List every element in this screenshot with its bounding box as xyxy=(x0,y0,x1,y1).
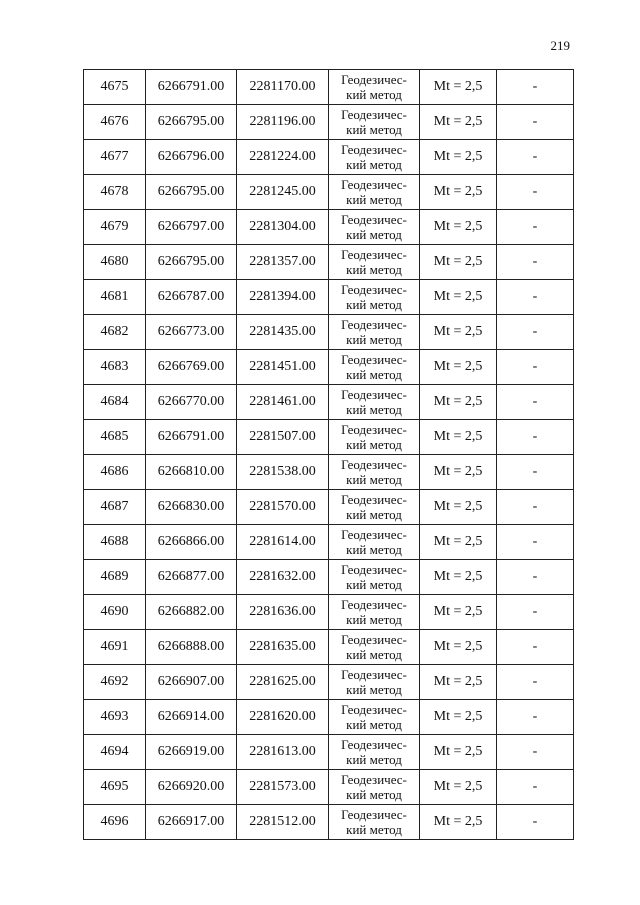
point-number-cell: 4675 xyxy=(84,70,146,105)
y-coordinate-cell: 2281451.00 xyxy=(237,350,329,385)
x-coordinate-cell: 6266914.00 xyxy=(146,700,237,735)
table-row xyxy=(84,455,574,490)
x-coordinate-cell: 6266795.00 xyxy=(146,245,237,280)
point-number-cell: 4679 xyxy=(84,210,146,245)
method-line-2: кий метод xyxy=(346,87,402,102)
method-cell xyxy=(329,735,420,770)
y-coordinate-cell: 2281573.00 xyxy=(237,770,329,805)
method-cell xyxy=(329,245,420,280)
method-line-1: Геодезичес- xyxy=(341,457,407,472)
table-row xyxy=(84,595,574,630)
method-cell xyxy=(329,420,420,455)
method-line-1: Геодезичес- xyxy=(341,492,407,507)
x-coordinate-cell: 6266791.00 xyxy=(146,70,237,105)
x-coordinate-cell: 6266791.00 xyxy=(146,420,237,455)
method-cell xyxy=(329,280,420,315)
point-number-cell: 4680 xyxy=(84,245,146,280)
accuracy-cell: Mt = 2,5 xyxy=(420,350,497,385)
method-line-2: кий метод xyxy=(346,437,402,452)
note-cell: - xyxy=(497,525,574,560)
x-coordinate-cell: 6266795.00 xyxy=(146,105,237,140)
point-number-cell: 4677 xyxy=(84,140,146,175)
point-number-cell: 4693 xyxy=(84,700,146,735)
y-coordinate-cell: 2281224.00 xyxy=(237,140,329,175)
note-cell: - xyxy=(497,280,574,315)
point-number-cell: 4682 xyxy=(84,315,146,350)
table-row xyxy=(84,385,574,420)
note-cell: - xyxy=(497,630,574,665)
x-coordinate-cell: 6266917.00 xyxy=(146,805,237,840)
note-cell: - xyxy=(497,735,574,770)
table-row xyxy=(84,70,574,105)
note-cell: - xyxy=(497,455,574,490)
accuracy-cell: Mt = 2,5 xyxy=(420,420,497,455)
method-line-1: Геодезичес- xyxy=(341,562,407,577)
y-coordinate-cell: 2281614.00 xyxy=(237,525,329,560)
y-coordinate-cell: 2281461.00 xyxy=(237,385,329,420)
accuracy-cell: Mt = 2,5 xyxy=(420,210,497,245)
accuracy-cell: Mt = 2,5 xyxy=(420,770,497,805)
note-cell: - xyxy=(497,245,574,280)
point-number-cell: 4695 xyxy=(84,770,146,805)
point-number-cell: 4683 xyxy=(84,350,146,385)
accuracy-cell: Mt = 2,5 xyxy=(420,700,497,735)
accuracy-cell: Mt = 2,5 xyxy=(420,140,497,175)
point-number-cell: 4696 xyxy=(84,805,146,840)
method-line-1: Геодезичес- xyxy=(341,597,407,612)
table-row xyxy=(84,210,574,245)
table-row xyxy=(84,175,574,210)
point-number-cell: 4676 xyxy=(84,105,146,140)
x-coordinate-cell: 6266773.00 xyxy=(146,315,237,350)
y-coordinate-cell: 2281196.00 xyxy=(237,105,329,140)
method-line-1: Геодезичес- xyxy=(341,317,407,332)
method-line-2: кий метод xyxy=(346,752,402,767)
x-coordinate-cell: 6266882.00 xyxy=(146,595,237,630)
x-coordinate-cell: 6266797.00 xyxy=(146,210,237,245)
accuracy-cell: Mt = 2,5 xyxy=(420,595,497,630)
method-line-1: Геодезичес- xyxy=(341,212,407,227)
note-cell: - xyxy=(497,560,574,595)
method-line-1: Геодезичес- xyxy=(341,807,407,822)
method-line-1: Геодезичес- xyxy=(341,737,407,752)
table-row xyxy=(84,770,574,805)
method-line-1: Геодезичес- xyxy=(341,422,407,437)
method-line-2: кий метод xyxy=(346,122,402,137)
method-line-1: Геодезичес- xyxy=(341,177,407,192)
y-coordinate-cell: 2281636.00 xyxy=(237,595,329,630)
y-coordinate-cell: 2281632.00 xyxy=(237,560,329,595)
accuracy-cell: Mt = 2,5 xyxy=(420,385,497,420)
table-row xyxy=(84,735,574,770)
note-cell: - xyxy=(497,315,574,350)
point-number-cell: 4686 xyxy=(84,455,146,490)
point-number-cell: 4684 xyxy=(84,385,146,420)
method-line-2: кий метод xyxy=(346,647,402,662)
note-cell: - xyxy=(497,70,574,105)
table-row xyxy=(84,350,574,385)
method-line-2: кий метод xyxy=(346,612,402,627)
x-coordinate-cell: 6266787.00 xyxy=(146,280,237,315)
note-cell: - xyxy=(497,700,574,735)
x-coordinate-cell: 6266877.00 xyxy=(146,560,237,595)
point-number-cell: 4685 xyxy=(84,420,146,455)
method-line-1: Геодезичес- xyxy=(341,247,407,262)
y-coordinate-cell: 2281304.00 xyxy=(237,210,329,245)
accuracy-cell: Mt = 2,5 xyxy=(420,630,497,665)
method-line-2: кий метод xyxy=(346,822,402,837)
y-coordinate-cell: 2281245.00 xyxy=(237,175,329,210)
note-cell: - xyxy=(497,210,574,245)
method-line-2: кий метод xyxy=(346,542,402,557)
x-coordinate-cell: 6266888.00 xyxy=(146,630,237,665)
x-coordinate-cell: 6266770.00 xyxy=(146,385,237,420)
method-cell xyxy=(329,210,420,245)
y-coordinate-cell: 2281170.00 xyxy=(237,70,329,105)
table-row xyxy=(84,490,574,525)
table-row xyxy=(84,560,574,595)
y-coordinate-cell: 2281357.00 xyxy=(237,245,329,280)
method-cell xyxy=(329,315,420,350)
x-coordinate-cell: 6266796.00 xyxy=(146,140,237,175)
accuracy-cell: Mt = 2,5 xyxy=(420,490,497,525)
method-line-1: Геодезичес- xyxy=(341,667,407,682)
method-cell xyxy=(329,455,420,490)
x-coordinate-cell: 6266795.00 xyxy=(146,175,237,210)
method-cell xyxy=(329,70,420,105)
method-line-1: Геодезичес- xyxy=(341,702,407,717)
x-coordinate-cell: 6266907.00 xyxy=(146,665,237,700)
accuracy-cell: Mt = 2,5 xyxy=(420,315,497,350)
note-cell: - xyxy=(497,770,574,805)
table-row xyxy=(84,315,574,350)
y-coordinate-cell: 2281512.00 xyxy=(237,805,329,840)
method-cell xyxy=(329,595,420,630)
note-cell: - xyxy=(497,105,574,140)
y-coordinate-cell: 2281635.00 xyxy=(237,630,329,665)
method-line-1: Геодезичес- xyxy=(341,352,407,367)
method-line-2: кий метод xyxy=(346,682,402,697)
y-coordinate-cell: 2281625.00 xyxy=(237,665,329,700)
accuracy-cell: Mt = 2,5 xyxy=(420,245,497,280)
method-line-1: Геодезичес- xyxy=(341,527,407,542)
accuracy-cell: Mt = 2,5 xyxy=(420,70,497,105)
x-coordinate-cell: 6266866.00 xyxy=(146,525,237,560)
method-cell xyxy=(329,490,420,525)
accuracy-cell: Mt = 2,5 xyxy=(420,735,497,770)
table-row xyxy=(84,630,574,665)
point-number-cell: 4691 xyxy=(84,630,146,665)
note-cell: - xyxy=(497,490,574,525)
note-cell: - xyxy=(497,350,574,385)
x-coordinate-cell: 6266920.00 xyxy=(146,770,237,805)
accuracy-cell: Mt = 2,5 xyxy=(420,560,497,595)
note-cell: - xyxy=(497,665,574,700)
note-cell: - xyxy=(497,595,574,630)
method-line-1: Геодезичес- xyxy=(341,282,407,297)
method-line-1: Геодезичес- xyxy=(341,107,407,122)
coordinates-table xyxy=(83,69,574,840)
method-line-2: кий метод xyxy=(346,297,402,312)
note-cell: - xyxy=(497,175,574,210)
accuracy-cell: Mt = 2,5 xyxy=(420,805,497,840)
method-cell xyxy=(329,385,420,420)
point-number-cell: 4687 xyxy=(84,490,146,525)
method-line-1: Геодезичес- xyxy=(341,72,407,87)
y-coordinate-cell: 2281394.00 xyxy=(237,280,329,315)
point-number-cell: 4690 xyxy=(84,595,146,630)
method-line-2: кий метод xyxy=(346,367,402,382)
table-row xyxy=(84,700,574,735)
note-cell: - xyxy=(497,420,574,455)
accuracy-cell: Mt = 2,5 xyxy=(420,105,497,140)
method-cell xyxy=(329,630,420,665)
method-cell xyxy=(329,140,420,175)
x-coordinate-cell: 6266830.00 xyxy=(146,490,237,525)
coordinates-table-body xyxy=(84,70,574,840)
accuracy-cell: Mt = 2,5 xyxy=(420,525,497,560)
method-line-2: кий метод xyxy=(346,332,402,347)
y-coordinate-cell: 2281620.00 xyxy=(237,700,329,735)
table-row xyxy=(84,665,574,700)
y-coordinate-cell: 2281570.00 xyxy=(237,490,329,525)
table-row xyxy=(84,420,574,455)
method-line-1: Геодезичес- xyxy=(341,387,407,402)
accuracy-cell: Mt = 2,5 xyxy=(420,665,497,700)
point-number-cell: 4681 xyxy=(84,280,146,315)
method-line-2: кий метод xyxy=(346,472,402,487)
table-row xyxy=(84,280,574,315)
method-cell xyxy=(329,525,420,560)
method-cell xyxy=(329,105,420,140)
x-coordinate-cell: 6266810.00 xyxy=(146,455,237,490)
y-coordinate-cell: 2281435.00 xyxy=(237,315,329,350)
method-cell xyxy=(329,770,420,805)
method-line-2: кий метод xyxy=(346,262,402,277)
note-cell: - xyxy=(497,140,574,175)
method-line-2: кий метод xyxy=(346,157,402,172)
method-cell xyxy=(329,700,420,735)
table-row xyxy=(84,805,574,840)
point-number-cell: 4692 xyxy=(84,665,146,700)
method-line-2: кий метод xyxy=(346,507,402,522)
note-cell: - xyxy=(497,385,574,420)
method-line-1: Геодезичес- xyxy=(341,632,407,647)
method-cell xyxy=(329,665,420,700)
x-coordinate-cell: 6266919.00 xyxy=(146,735,237,770)
y-coordinate-cell: 2281538.00 xyxy=(237,455,329,490)
method-cell xyxy=(329,350,420,385)
method-cell xyxy=(329,805,420,840)
method-cell xyxy=(329,175,420,210)
method-line-2: кий метод xyxy=(346,192,402,207)
point-number-cell: 4678 xyxy=(84,175,146,210)
y-coordinate-cell: 2281507.00 xyxy=(237,420,329,455)
method-line-2: кий метод xyxy=(346,787,402,802)
method-line-2: кий метод xyxy=(346,577,402,592)
point-number-cell: 4694 xyxy=(84,735,146,770)
table-row xyxy=(84,140,574,175)
page-number: 219 xyxy=(550,38,570,53)
accuracy-cell: Mt = 2,5 xyxy=(420,175,497,210)
method-line-1: Геодезичес- xyxy=(341,772,407,787)
method-line-2: кий метод xyxy=(346,402,402,417)
method-line-1: Геодезичес- xyxy=(341,142,407,157)
accuracy-cell: Mt = 2,5 xyxy=(420,455,497,490)
y-coordinate-cell: 2281613.00 xyxy=(237,735,329,770)
point-number-cell: 4688 xyxy=(84,525,146,560)
method-line-2: кий метод xyxy=(346,717,402,732)
note-cell: - xyxy=(497,805,574,840)
method-line-2: кий метод xyxy=(346,227,402,242)
accuracy-cell: Mt = 2,5 xyxy=(420,280,497,315)
table-row xyxy=(84,105,574,140)
table-row xyxy=(84,525,574,560)
point-number-cell: 4689 xyxy=(84,560,146,595)
table-row xyxy=(84,245,574,280)
method-cell xyxy=(329,560,420,595)
x-coordinate-cell: 6266769.00 xyxy=(146,350,237,385)
